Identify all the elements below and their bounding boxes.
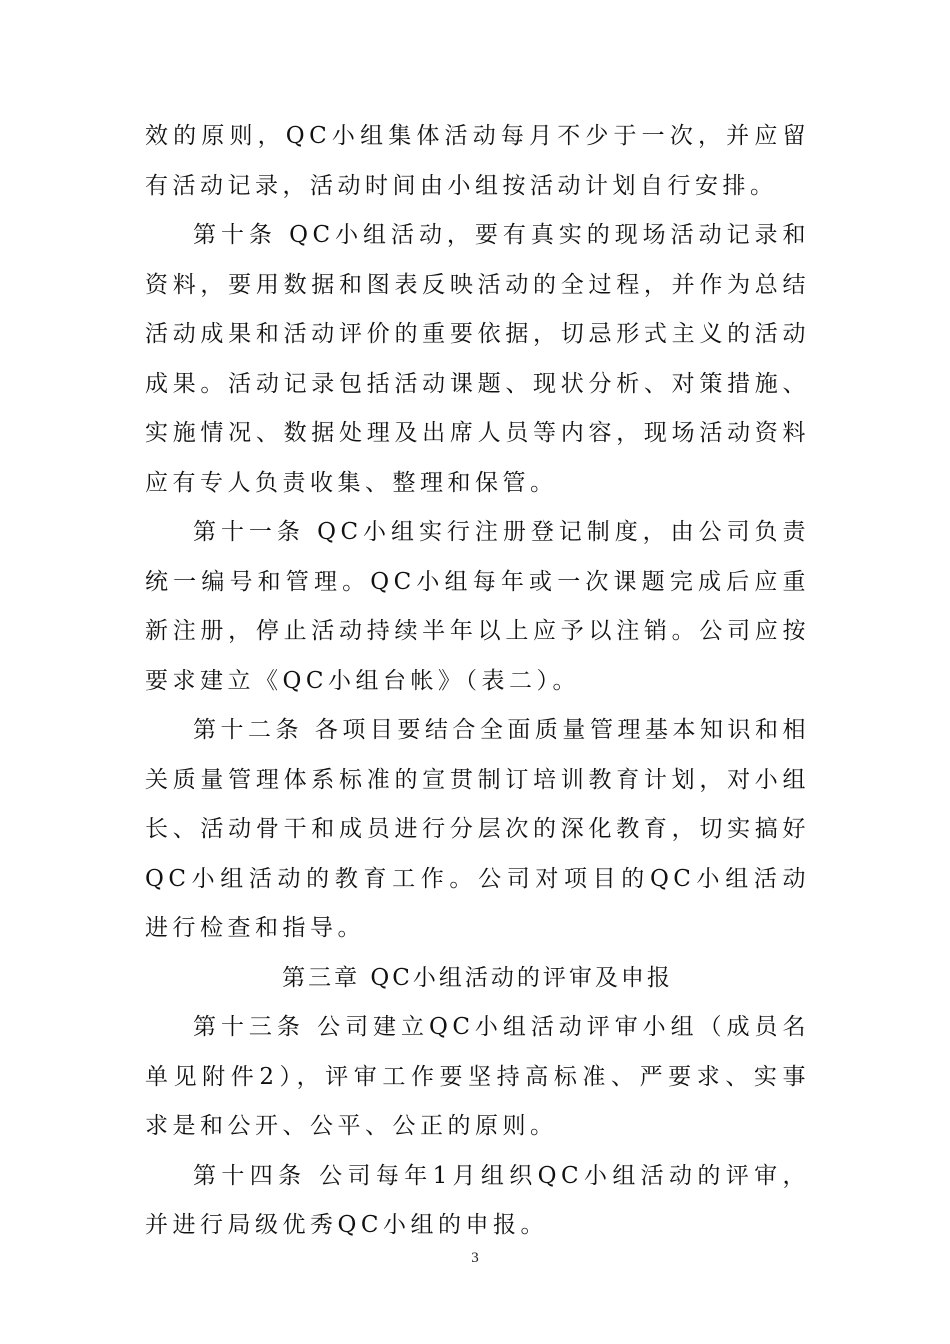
paragraph-article-11: 第十一条 QC小组实行注册登记制度，由公司负责统一编号和管理。QC小组每年或一次课题完成后应重新注册，停止活动持续半年以上应予以注销。公司应按要求建立《QC小组台帐》（表二）。 — [145, 519, 810, 694]
paragraph-article-12: 第十二条 各项目要结合全面质量管理基本知识和相关质量管理体系标准的宣贯制订培训教育计划，对小组长、活动骨干和成员进行分层次的深化教育，切实搞好QC小组活动的教育工作。公司对项目的QC小组活动进行检查和指导。 — [145, 717, 810, 941]
page-number: 3 — [471, 1250, 479, 1266]
body-text — [145, 112, 810, 1251]
paragraph-article-14: 第十四条 公司每年1月组织QC小组活动的评审，并进行局级优秀QC小组的申报。 — [145, 1162, 810, 1238]
paragraph-article-13: 第十三条 公司建立QC小组活动评审小组（成员名单见附件2），评审工作要坚持高标准、严要求、实事求是和公开、公平、公正的原则。 — [145, 1014, 810, 1139]
chapter-heading: 第三章 QC小组活动的评审及申报 — [282, 964, 673, 991]
paragraph-article-10: 第十条 QC小组活动，要有真实的现场活动记录和资料，要用数据和图表反映活动的全过程，并作为总结活动成果和活动评价的重要依据，切忌形式主义的活动成果。活动记录包括活动课题、现状分析、对策措施、实施情况、数据处理及出席人员等内容，现场活动资料应有专人负责收集、整理和保管。 — [145, 222, 810, 496]
paragraph-continuation: 效的原则，QC小组集体活动每月不少于一次，并应留有活动记录，活动时间由小组按活动计划自行安排。 — [145, 123, 810, 199]
